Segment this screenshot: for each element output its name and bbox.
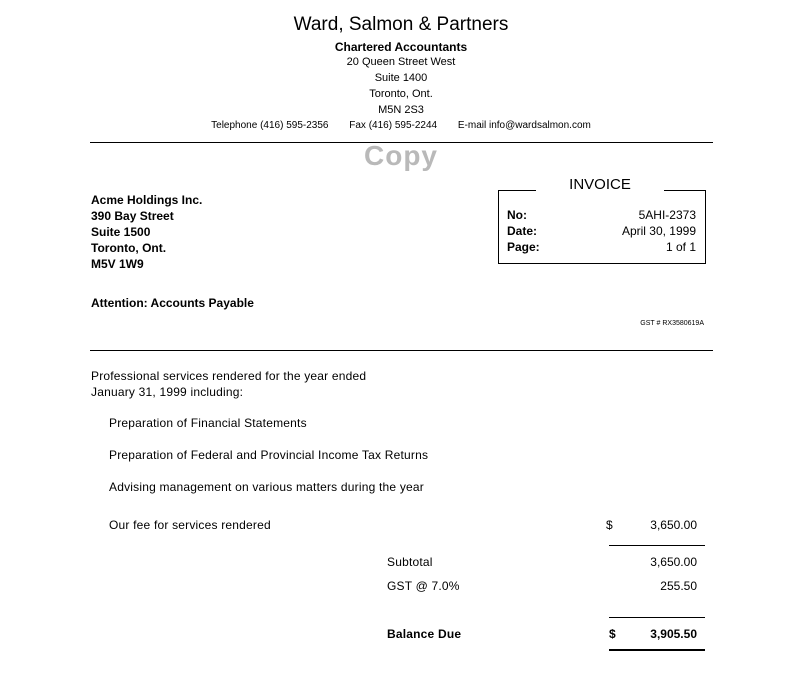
balance-double-rule: [609, 649, 705, 651]
subtotal-rule: [609, 545, 705, 546]
email: E-mail info@wardsalmon.com: [457, 120, 591, 131]
description-line-1: Professional services rendered for the year ended: [91, 369, 367, 383]
body-divider: [90, 350, 713, 351]
service-item: Advising management on various matters during the year: [109, 480, 424, 494]
contact-line: [0, 120, 802, 131]
address-line-4: M5N 2S3: [378, 104, 424, 116]
balance-rule: [609, 617, 705, 618]
bill-to-line-5: M5V 1W9: [91, 257, 144, 271]
balance-due-label: Balance Due: [387, 627, 462, 641]
address-line-2: Suite 1400: [374, 72, 428, 84]
service-item: Preparation of Financial Statements: [109, 416, 307, 430]
invoice-page-label: Page:: [507, 240, 540, 254]
gst-label: GST @ 7.0%: [387, 579, 460, 593]
invoice-page-value: 1 of 1: [665, 240, 696, 254]
balance-due-value: 3,905.50: [650, 627, 697, 641]
balance-currency: $: [609, 627, 616, 641]
fee-amount: 3,650.00: [650, 518, 697, 532]
firm-type: Chartered Accountants: [334, 40, 468, 54]
telephone: Telephone (416) 595-2356: [211, 120, 329, 131]
attention-line: Attention: Accounts Payable: [91, 296, 254, 310]
fee-currency: $: [606, 518, 613, 532]
copy-stamp: Copy: [364, 140, 438, 171]
subtotal-label: Subtotal: [387, 555, 433, 569]
bill-to-address: [91, 192, 202, 272]
service-item: Preparation of Federal and Provincial Income Tax Returns: [109, 448, 429, 462]
invoice-date-label: Date:: [507, 224, 538, 238]
bill-to-line-3: Suite 1500: [91, 225, 151, 239]
invoice-number-label: No:: [507, 208, 527, 222]
bill-to-line-2: 390 Bay Street: [91, 209, 174, 223]
services-description: [91, 368, 366, 400]
address-line-1: 20 Queen Street West: [346, 56, 456, 68]
description-line-2: January 31, 1999 including:: [91, 385, 244, 399]
invoice-number-value: 5AHI-2373: [638, 208, 696, 222]
gst-value: 255.50: [660, 579, 697, 593]
fee-label: Our fee for services rendered: [109, 518, 271, 532]
invoice-date-value: April 30, 1999: [621, 224, 696, 238]
address-line-3: Toronto, Ont.: [369, 88, 433, 100]
firm-name: Ward, Salmon & Partners: [293, 14, 509, 35]
subtotal-value: 3,650.00: [650, 555, 697, 569]
fax: Fax (416) 595-2244: [349, 120, 438, 131]
bill-to-line-1: Acme Holdings Inc.: [91, 193, 203, 207]
gst-number: GST # RX3580619A: [640, 320, 704, 327]
bill-to-line-4: Toronto, Ont.: [91, 241, 167, 255]
invoice-title: INVOICE: [536, 176, 664, 193]
